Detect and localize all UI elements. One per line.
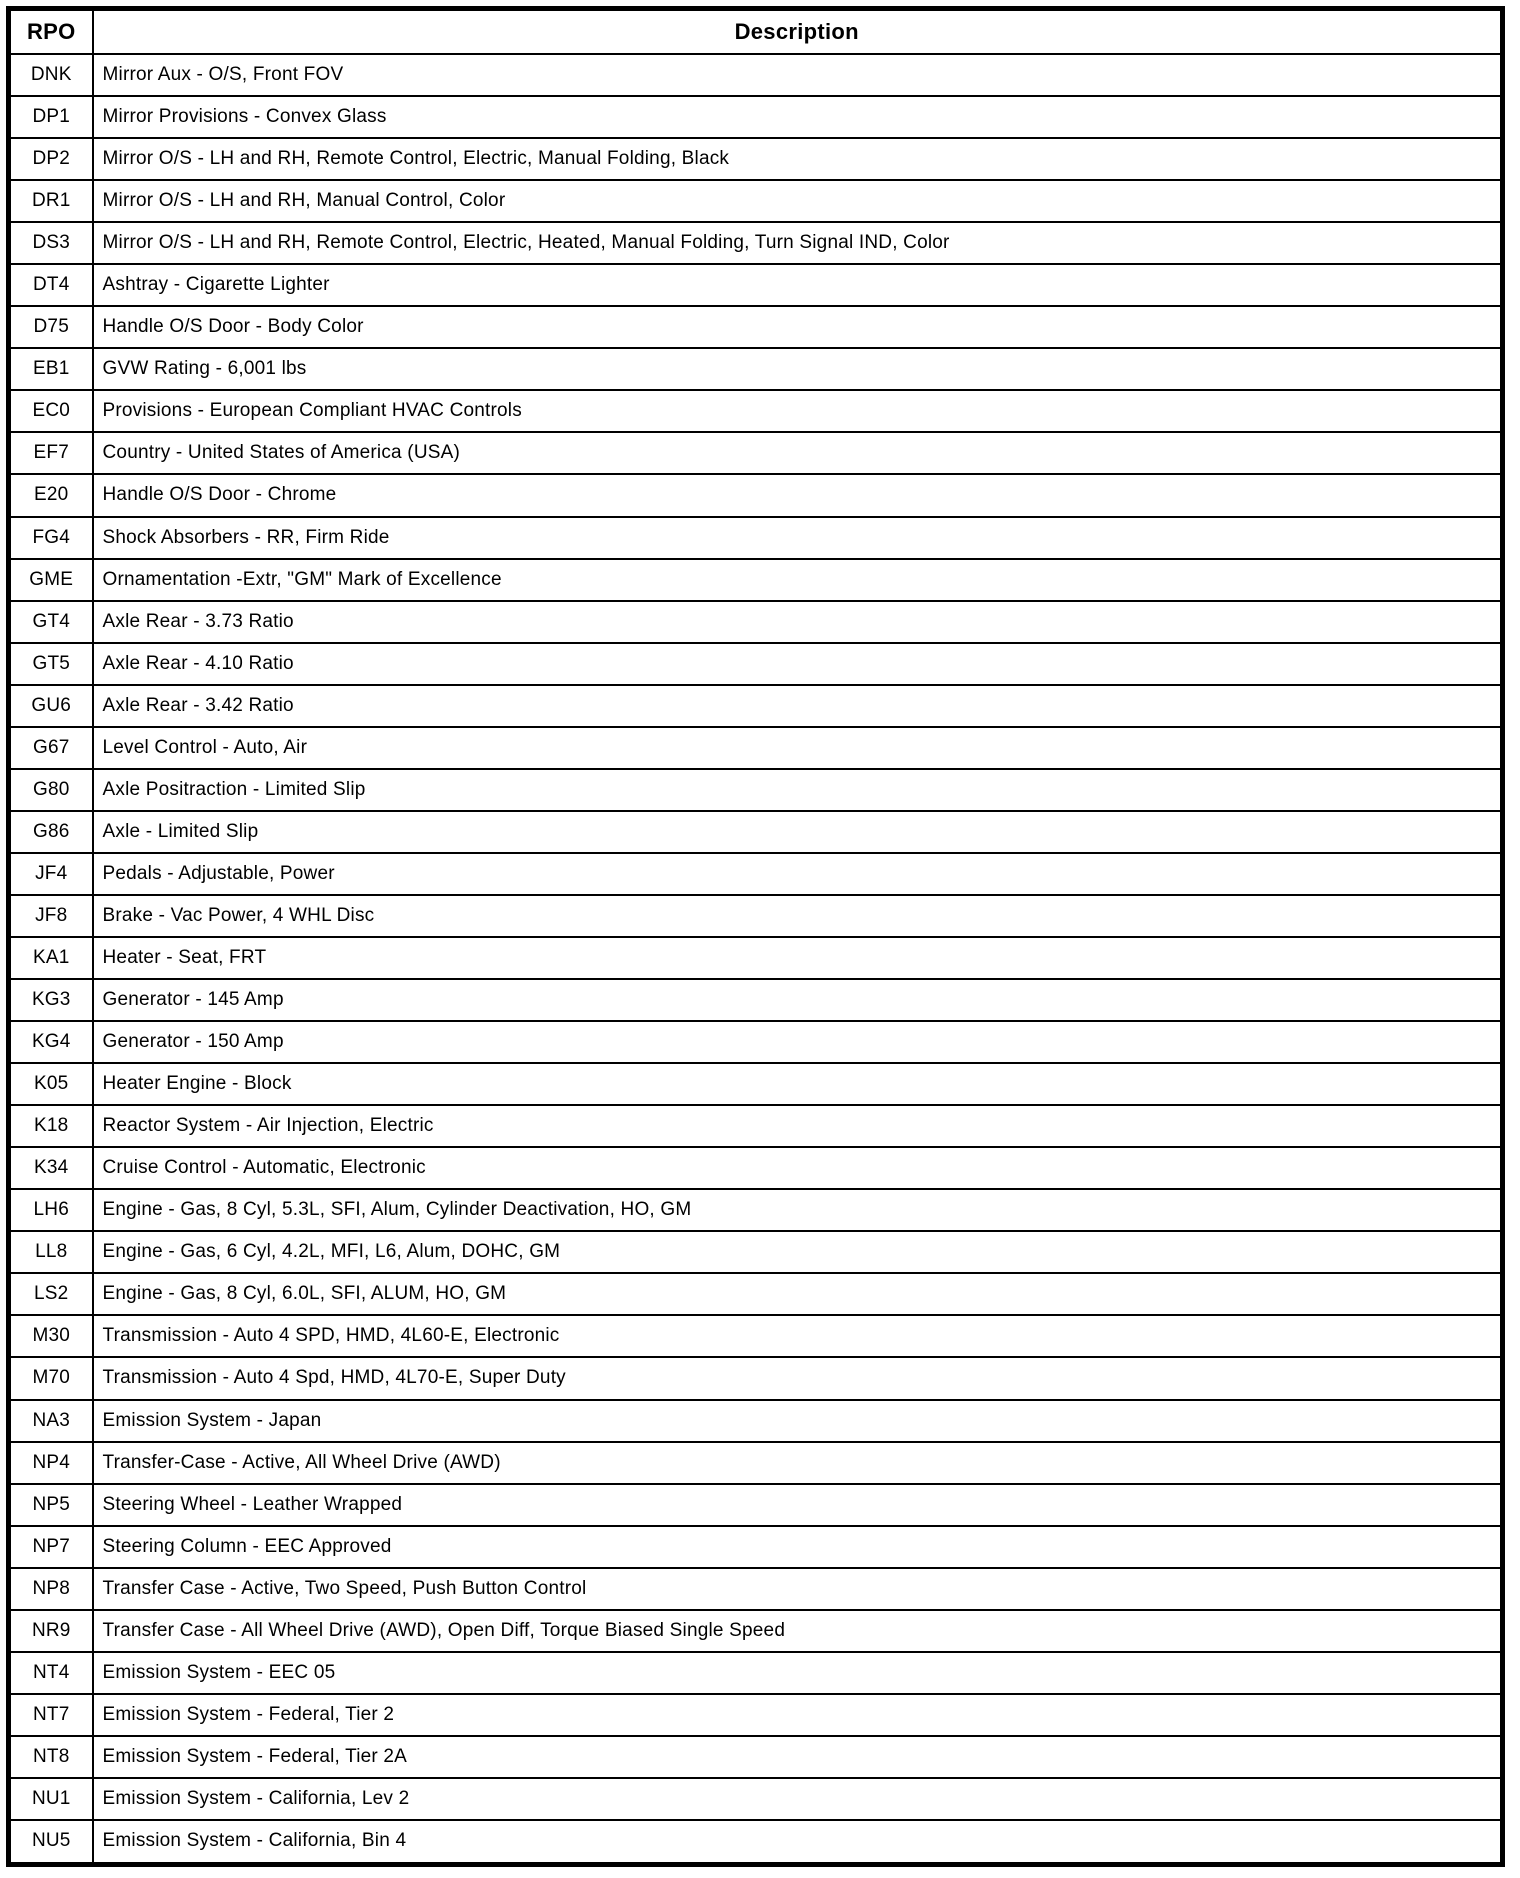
table-row — [9, 1568, 1503, 1610]
description-cell: Heater - Seat, FRT — [93, 937, 1503, 979]
table-row — [9, 1231, 1503, 1273]
rpo-code-cell: GT4 — [9, 601, 93, 643]
description-cell: Ashtray - Cigarette Lighter — [93, 264, 1503, 306]
table-row — [9, 1273, 1503, 1315]
table-row — [9, 138, 1503, 180]
rpo-code-cell: NR9 — [9, 1610, 93, 1652]
table-row — [9, 390, 1503, 432]
description-cell: Mirror O/S - LH and RH, Remote Control, Electric, Manual Folding, Black — [93, 138, 1503, 180]
description-cell: Steering Wheel - Leather Wrapped — [93, 1484, 1503, 1526]
table-row — [9, 54, 1503, 96]
table-row — [9, 1652, 1503, 1694]
description-cell: GVW Rating - 6,001 lbs — [93, 348, 1503, 390]
rpo-code-cell: KG3 — [9, 979, 93, 1021]
table-row — [9, 643, 1503, 685]
description-cell: Generator - 150 Amp — [93, 1021, 1503, 1063]
description-cell: Axle Rear - 3.73 Ratio — [93, 601, 1503, 643]
rpo-code-cell: G67 — [9, 727, 93, 769]
rpo-code-cell: EB1 — [9, 348, 93, 390]
table-row — [9, 979, 1503, 1021]
table-row — [9, 685, 1503, 727]
description-cell: Axle Positraction - Limited Slip — [93, 769, 1503, 811]
rpo-column-header: RPO — [9, 9, 93, 55]
description-cell: Transfer Case - All Wheel Drive (AWD), Open Diff, Torque Biased Single Speed — [93, 1610, 1503, 1652]
rpo-description-table — [6, 6, 1505, 1867]
description-cell: Level Control - Auto, Air — [93, 727, 1503, 769]
description-cell: Axle - Limited Slip — [93, 811, 1503, 853]
table-row — [9, 1484, 1503, 1526]
table-row — [9, 1526, 1503, 1568]
table-row — [9, 1694, 1503, 1736]
rpo-code-cell: NT8 — [9, 1736, 93, 1778]
description-cell: Provisions - European Compliant HVAC Controls — [93, 390, 1503, 432]
description-cell: Pedals - Adjustable, Power — [93, 853, 1503, 895]
description-cell: Generator - 145 Amp — [93, 979, 1503, 1021]
rpo-code-cell: G80 — [9, 769, 93, 811]
rpo-code-cell: DR1 — [9, 180, 93, 222]
rpo-code-cell: D75 — [9, 306, 93, 348]
table-row — [9, 474, 1503, 516]
table-row — [9, 853, 1503, 895]
table-body — [9, 54, 1503, 1865]
table-row — [9, 432, 1503, 474]
rpo-code-cell: K18 — [9, 1105, 93, 1147]
description-cell: Reactor System - Air Injection, Electric — [93, 1105, 1503, 1147]
rpo-code-cell: NA3 — [9, 1400, 93, 1442]
description-cell: Emission System - Federal, Tier 2A — [93, 1736, 1503, 1778]
table-row — [9, 264, 1503, 306]
table-row — [9, 1778, 1503, 1820]
rpo-code-cell: DP1 — [9, 96, 93, 138]
table-row — [9, 937, 1503, 979]
rpo-code-cell: NP8 — [9, 1568, 93, 1610]
table-row — [9, 769, 1503, 811]
rpo-code-cell: GME — [9, 559, 93, 601]
description-cell: Axle Rear - 3.42 Ratio — [93, 685, 1503, 727]
rpo-code-cell: EC0 — [9, 390, 93, 432]
rpo-code-cell: E20 — [9, 474, 93, 516]
description-cell: Mirror O/S - LH and RH, Manual Control, Color — [93, 180, 1503, 222]
rpo-code-cell: M30 — [9, 1315, 93, 1357]
table-row — [9, 1189, 1503, 1231]
description-cell: Engine - Gas, 6 Cyl, 4.2L, MFI, L6, Alum, DOHC, GM — [93, 1231, 1503, 1273]
rpo-code-cell: NT7 — [9, 1694, 93, 1736]
rpo-code-cell: JF4 — [9, 853, 93, 895]
table-row — [9, 1400, 1503, 1442]
rpo-code-cell: DT4 — [9, 264, 93, 306]
rpo-code-cell: NU1 — [9, 1778, 93, 1820]
table-row — [9, 306, 1503, 348]
table-row — [9, 727, 1503, 769]
table-row — [9, 601, 1503, 643]
table-row — [9, 1063, 1503, 1105]
rpo-code-cell: NP5 — [9, 1484, 93, 1526]
rpo-code-cell: K34 — [9, 1147, 93, 1189]
description-cell: Axle Rear - 4.10 Ratio — [93, 643, 1503, 685]
table-row — [9, 348, 1503, 390]
description-cell: Ornamentation -Extr, "GM" Mark of Excellence — [93, 559, 1503, 601]
table-row — [9, 1610, 1503, 1652]
rpo-code-cell: NP7 — [9, 1526, 93, 1568]
rpo-code-cell: KG4 — [9, 1021, 93, 1063]
description-cell: Mirror Provisions - Convex Glass — [93, 96, 1503, 138]
description-cell: Handle O/S Door - Body Color — [93, 306, 1503, 348]
description-cell: Transmission - Auto 4 Spd, HMD, 4L70-E, Super Duty — [93, 1357, 1503, 1399]
table-row — [9, 96, 1503, 138]
table-row — [9, 1147, 1503, 1189]
description-cell: Brake - Vac Power, 4 WHL Disc — [93, 895, 1503, 937]
header-row — [9, 9, 1503, 55]
rpo-code-cell: GU6 — [9, 685, 93, 727]
rpo-code-cell: KA1 — [9, 937, 93, 979]
rpo-code-cell: JF8 — [9, 895, 93, 937]
table-row — [9, 1105, 1503, 1147]
description-cell: Cruise Control - Automatic, Electronic — [93, 1147, 1503, 1189]
rpo-code-cell: DP2 — [9, 138, 93, 180]
rpo-code-cell: LS2 — [9, 1273, 93, 1315]
table-row — [9, 180, 1503, 222]
table-row — [9, 559, 1503, 601]
description-cell: Heater Engine - Block — [93, 1063, 1503, 1105]
table-row — [9, 811, 1503, 853]
description-cell: Engine - Gas, 8 Cyl, 5.3L, SFI, Alum, Cylinder Deactivation, HO, GM — [93, 1189, 1503, 1231]
table-row — [9, 1021, 1503, 1063]
rpo-code-cell: NU5 — [9, 1820, 93, 1865]
rpo-code-cell: NP4 — [9, 1442, 93, 1484]
description-cell: Emission System - EEC 05 — [93, 1652, 1503, 1694]
rpo-code-cell: LH6 — [9, 1189, 93, 1231]
table-row — [9, 222, 1503, 264]
description-cell: Engine - Gas, 8 Cyl, 6.0L, SFI, ALUM, HO, GM — [93, 1273, 1503, 1315]
description-cell: Transfer-Case - Active, All Wheel Drive (AWD) — [93, 1442, 1503, 1484]
table-row — [9, 1442, 1503, 1484]
rpo-code-cell: K05 — [9, 1063, 93, 1105]
description-cell: Steering Column - EEC Approved — [93, 1526, 1503, 1568]
description-cell: Emission System - Federal, Tier 2 — [93, 1694, 1503, 1736]
description-cell: Shock Absorbers - RR, Firm Ride — [93, 517, 1503, 559]
rpo-code-cell: FG4 — [9, 517, 93, 559]
rpo-code-cell: M70 — [9, 1357, 93, 1399]
table-row — [9, 895, 1503, 937]
rpo-code-cell: GT5 — [9, 643, 93, 685]
description-cell: Emission System - California, Lev 2 — [93, 1778, 1503, 1820]
table-row — [9, 1315, 1503, 1357]
rpo-code-cell: G86 — [9, 811, 93, 853]
description-cell: Transfer Case - Active, Two Speed, Push Button Control — [93, 1568, 1503, 1610]
table-row — [9, 1357, 1503, 1399]
rpo-code-cell: NT4 — [9, 1652, 93, 1694]
description-cell: Emission System - California, Bin 4 — [93, 1820, 1503, 1865]
description-cell: Country - United States of America (USA) — [93, 432, 1503, 474]
rpo-code-cell: DS3 — [9, 222, 93, 264]
rpo-code-cell: LL8 — [9, 1231, 93, 1273]
description-cell: Mirror O/S - LH and RH, Remote Control, Electric, Heated, Manual Folding, Turn Signal IND, Color — [93, 222, 1503, 264]
table-header — [9, 9, 1503, 55]
table-row — [9, 517, 1503, 559]
description-cell: Transmission - Auto 4 SPD, HMD, 4L60-E, Electronic — [93, 1315, 1503, 1357]
description-cell: Emission System - Japan — [93, 1400, 1503, 1442]
description-cell: Mirror Aux - O/S, Front FOV — [93, 54, 1503, 96]
description-cell: Handle O/S Door - Chrome — [93, 474, 1503, 516]
rpo-code-cell: EF7 — [9, 432, 93, 474]
rpo-code-cell: DNK — [9, 54, 93, 96]
description-column-header: Description — [93, 9, 1503, 55]
table-row — [9, 1736, 1503, 1778]
table-row — [9, 1820, 1503, 1865]
